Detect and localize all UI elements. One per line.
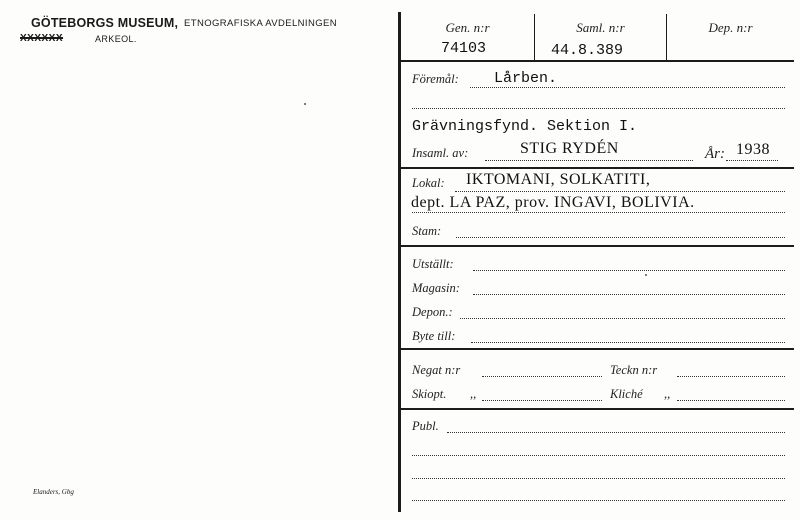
- dotted-line: [482, 400, 602, 401]
- skiopt-label: Skiopt.: [412, 387, 447, 401]
- row-rule: [401, 348, 794, 350]
- note-line: Grävningsfynd. Sektion I.: [412, 118, 638, 135]
- lokal-value-line-2: dept. LA PAZ, prov. INGAVI, BOLIVIA.: [411, 194, 695, 211]
- printer-mark: Elanders, Gbg: [33, 488, 74, 496]
- teckn-label: Teckn n:r: [610, 363, 658, 377]
- kliche-ditto: ,,: [664, 387, 671, 401]
- dotted-line: [471, 342, 785, 343]
- gen-number-value: 74103: [441, 40, 487, 57]
- paper-speck: [645, 274, 647, 276]
- lokal-value-line-1: IKTOMANI, SOLKATITI,: [466, 171, 651, 188]
- kliche-label: Kliché: [610, 387, 643, 401]
- struck-out-word: XXXXXX: [20, 33, 64, 44]
- dotted-line: [677, 376, 785, 377]
- saml-number-label: Saml. n:r: [576, 20, 625, 35]
- dotted-line: [473, 294, 785, 295]
- negat-label: Negat n:r: [412, 363, 461, 377]
- dotted-line: [460, 318, 785, 319]
- dotted-line: [412, 500, 785, 501]
- dotted-line: [412, 455, 785, 456]
- insaml-label: Insaml. av:: [412, 146, 469, 160]
- magasin-label: Magasin:: [412, 281, 460, 295]
- dotted-line: [455, 191, 785, 192]
- dotted-line: [482, 376, 602, 377]
- subdepartment-name: ARKEOL.: [95, 34, 137, 44]
- row-rule: [401, 408, 794, 410]
- lokal-label: Lokal:: [412, 176, 445, 190]
- ar-label: År:: [705, 146, 725, 162]
- stam-label: Stam:: [412, 224, 442, 238]
- foremal-value: Lårben.: [494, 70, 558, 87]
- skiopt-ditto: ,,: [470, 387, 477, 401]
- foremal-label: Föremål:: [412, 72, 459, 86]
- dotted-line: [412, 212, 785, 213]
- dotted-line: [726, 160, 778, 161]
- row-rule: [401, 167, 794, 169]
- dotted-line: [447, 432, 785, 433]
- dep-number-label: Dep. n:r: [708, 20, 753, 35]
- depon-label: Depon.:: [412, 305, 453, 319]
- dotted-line: [677, 400, 785, 401]
- gen-number-label: Gen. n:r: [445, 20, 490, 35]
- card-divider: [398, 12, 401, 512]
- dotted-line: [412, 108, 785, 109]
- row-rule: [401, 60, 794, 62]
- byte-till-label: Byte till:: [412, 329, 456, 343]
- utstallt-label: Utställt:: [412, 257, 454, 271]
- paper-speck: [304, 103, 306, 105]
- insaml-value: STIG RYDÉN: [520, 140, 619, 157]
- dotted-line: [412, 478, 785, 479]
- dotted-line: [456, 237, 785, 238]
- publ-label: Publ.: [412, 419, 439, 433]
- saml-number-value: 44.8.389: [551, 42, 624, 59]
- row-rule: [401, 245, 794, 247]
- dotted-line: [485, 160, 693, 161]
- museum-name: GÖTEBORGS MUSEUM,: [31, 16, 179, 30]
- department-name: ETNOGRAFISKA AVDELNINGEN: [184, 18, 338, 29]
- dotted-line: [470, 87, 785, 88]
- dotted-line: [473, 270, 785, 271]
- ar-value: 1938: [736, 141, 770, 158]
